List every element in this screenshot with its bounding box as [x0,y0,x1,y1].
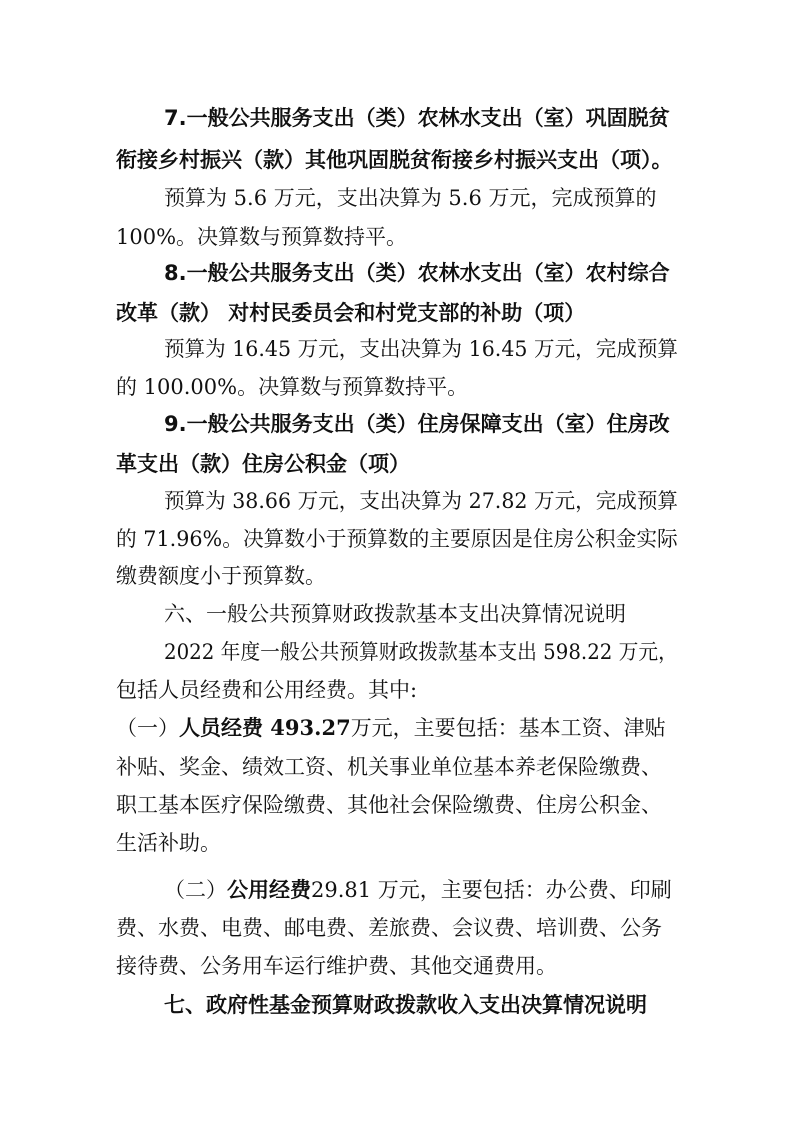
public-expense-rest: 29.81 万元，主要包括：办公费、印刷 [311,878,672,902]
section-six-para-line-1: 2022 年度一般公共预算财政拨款基本支出 598.22 万元， [164,640,678,664]
paragraph-7-line-2: 100%。决算数与预算数持平。 [116,225,408,249]
section-seven-title: 七、政府性基金预算财政拨款收入支出决算情况说明 [164,993,647,1017]
personnel-expense-rest: 万元，主要包括：基本工资、津贴 [350,716,666,740]
paragraph-8-line-2: 的 100.00%。决算数与预算数持平。 [116,375,469,399]
heading-8-line-1: 8.一般公共服务支出（类）农林水支出（室）农村综合 [164,261,670,285]
paragraph-9-line-2: 的 71.96%。决算数小于预算数的主要原因是住房公积金实际 [116,527,678,551]
heading-9-line-1: 9.一般公共服务支出（类）住房保障支出（室）住房改 [164,412,670,436]
heading-7-line-1: 7.一般公共服务支出（类）农林水支出（室）巩固脱贫 [164,106,670,130]
paragraph-9-line-3: 缴费额度小于预算数。 [116,564,326,588]
personnel-expense-line-4: 生活补助。 [116,831,221,855]
paragraph-8-line-1: 预算为 16.45 万元，支出决算为 16.45 万元，完成预算 [164,337,678,361]
personnel-expense-label: 人员经费 493.27 [179,715,351,740]
personnel-expense-line-3: 职工基本医疗保险缴费、其他社会保险缴费、住房公积金、 [116,793,662,817]
heading-9-line-2: 革支出（款）住房公积金（项） [116,452,410,476]
public-expense-line-3: 接待费、公务用车运行维护费、其他交通费用。 [116,954,557,978]
public-expense-line-1 [164,875,672,905]
heading-8-line-2: 改革（款） 对村民委员会和村党支部的补助（项） [116,301,586,325]
heading-7-line-2: 衔接乡村振兴（款）其他巩固脱贫衔接乡村振兴支出（项）。 [116,148,673,172]
public-expense-label: 公用经费 [227,877,311,902]
personnel-expense-line-2: 补贴、奖金、绩效工资、机关事业单位基本养老保险缴费、 [116,755,662,779]
paragraph-9-line-1: 预算为 38.66 万元，支出决算为 27.82 万元，完成预算 [164,489,678,513]
section-six-title: 六、一般公共预算财政拨款基本支出决算情况说明 [164,602,626,626]
public-expense-line-2: 费、水费、电费、邮电费、差旅费、会议费、培训费、公务 [116,916,662,940]
section-six-para-line-2: 包括人员经费和公用经费。其中: [116,678,418,702]
personnel-expense-line-1 [116,713,666,743]
item-two-prefix: （二） [164,878,227,902]
item-one-prefix: （一） [116,716,179,740]
paragraph-7-line-1: 预算为 5.6 万元，支出决算为 5.6 万元，完成预算的 [164,186,657,210]
